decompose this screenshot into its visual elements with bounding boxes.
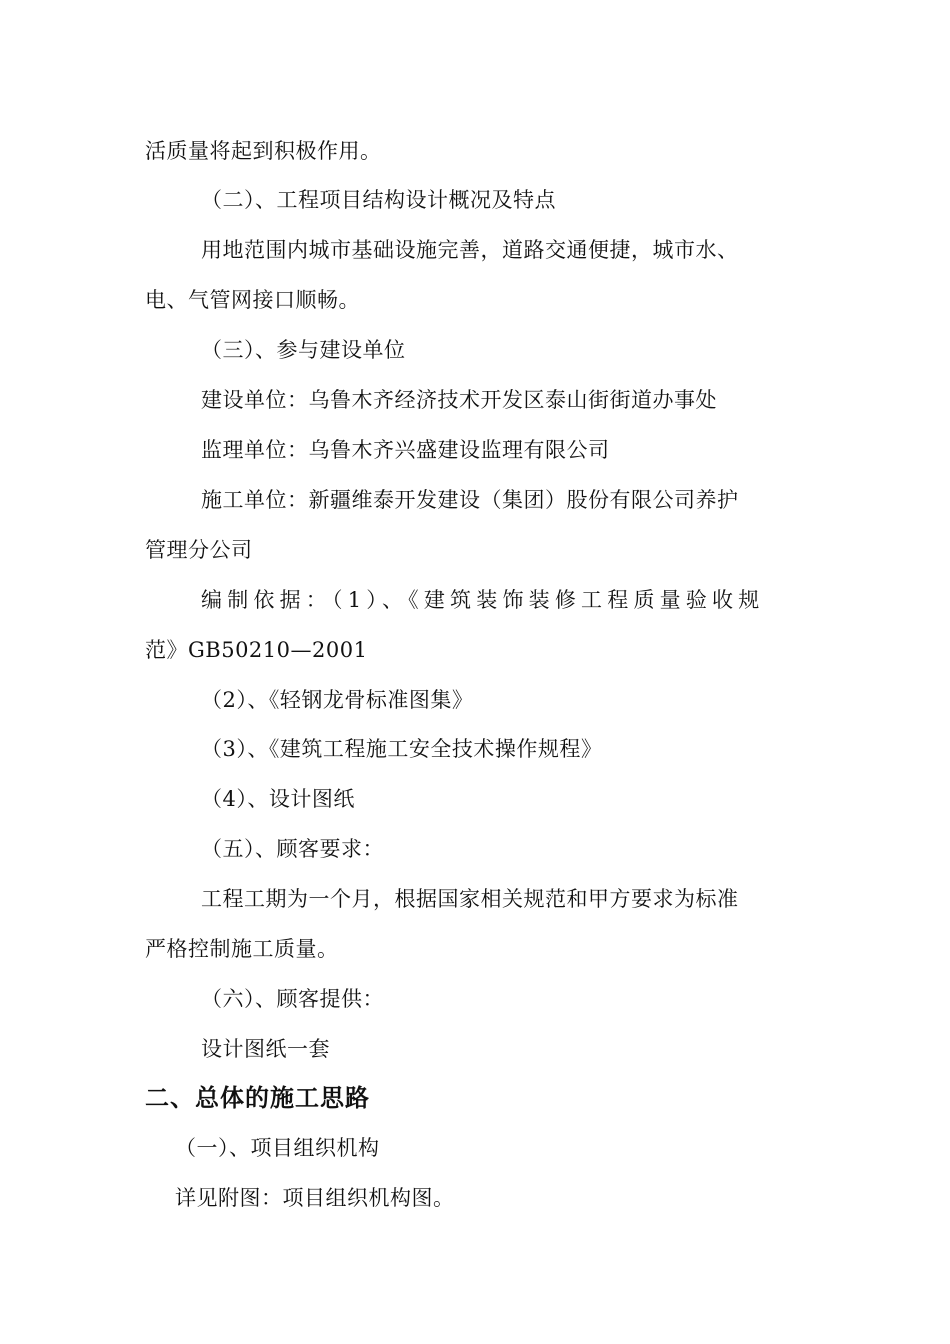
section-heading: 二、总体的施工思路	[145, 1084, 370, 1112]
subsection-heading: （六）、顾客提供：	[201, 987, 384, 1011]
paragraph-line: 活质量将起到积极作用。	[145, 139, 382, 163]
subsection-heading: （三）、参与建设单位	[201, 338, 406, 362]
paragraph-line: 严格控制施工质量。	[145, 937, 339, 961]
list-item: （4）、设计图纸	[201, 787, 355, 811]
paragraph-line: 用地范围内城市基础设施完善，道路交通便捷，城市水、	[201, 238, 739, 262]
list-item: （3）、《建筑工程施工安全技术操作规程》	[201, 737, 603, 761]
paragraph-line: 详见附图：项目组织机构图。	[175, 1186, 455, 1210]
paragraph-line: 施工单位：新疆维泰开发建设（集团）股份有限公司养护	[201, 488, 739, 512]
paragraph-line: 工程工期为一个月，根据国家相关规范和甲方要求为标准	[201, 887, 739, 911]
paragraph-line: 管理分公司	[145, 538, 253, 562]
paragraph-line: 监理单位：乌鲁木齐兴盛建设监理有限公司	[201, 438, 610, 462]
paragraph-line: 范》GB50210—2001	[145, 638, 368, 662]
subsection-heading: （二）、工程项目结构设计概况及特点	[201, 188, 556, 212]
paragraph-line: 电、气管网接口顺畅。	[145, 288, 360, 312]
paragraph-line: 编制依据：（1）、《建筑装饰装修工程质量验收规	[201, 588, 765, 612]
list-item: （2）、《轻钢龙骨标准图集》	[201, 688, 474, 712]
subsection-heading: （五）、顾客要求：	[201, 837, 384, 861]
subsection-heading: （一）、项目组织机构	[175, 1136, 380, 1160]
paragraph-line: 设计图纸一套	[201, 1037, 330, 1061]
paragraph-line: 建设单位：乌鲁木齐经济技术开发区泰山街街道办事处	[201, 388, 717, 412]
